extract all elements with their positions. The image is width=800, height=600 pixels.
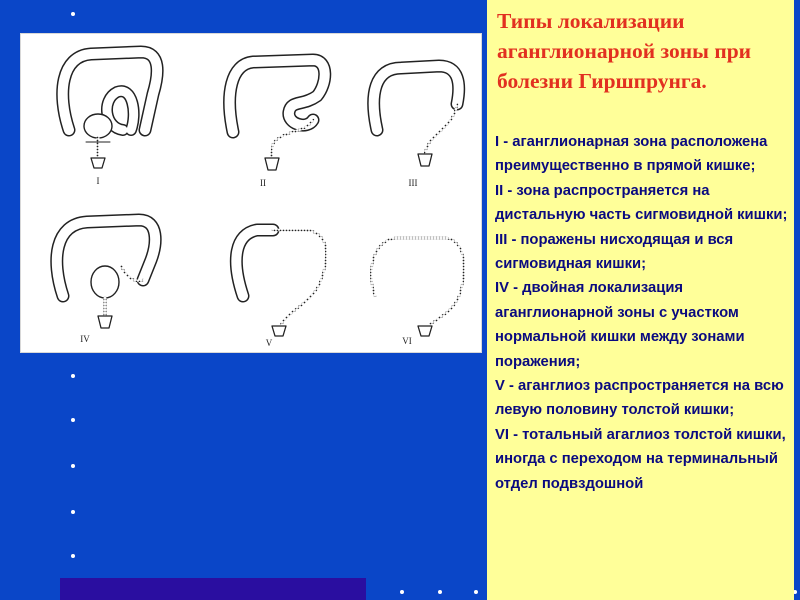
colon-diagrams bbox=[21, 34, 481, 352]
text-panel bbox=[487, 0, 794, 600]
label-type-3: III bbox=[408, 178, 418, 188]
diagram-type-1 bbox=[63, 52, 157, 168]
list-item: VI - тотальный агаглиоз толстой кишки, иногда с переходом на терминальный отдел подвздошной bbox=[495, 426, 786, 492]
list-item: IV - двойная локализация аганглионарной зоны с участком нормальной кишки между зонами поражения; bbox=[495, 280, 745, 370]
list-item: I - аганглионарная зона расположена преимущественно в прямой кишке; bbox=[495, 134, 768, 175]
label-type-2: II bbox=[260, 178, 266, 188]
bottom-bar bbox=[60, 578, 366, 600]
slide-title: Типы локализации аганглионарной зоны при болезни Гиршпрунга. bbox=[497, 9, 752, 93]
label-type-5: V bbox=[265, 338, 273, 348]
diagram-type-3 bbox=[374, 66, 459, 166]
list-item: III - поражены нисходящая и вся сигмовидная кишки; bbox=[495, 231, 734, 273]
list-item: V - аганглиоз распространяется на всю левую половину толстой кишки; bbox=[495, 378, 784, 419]
label-type-1: I bbox=[96, 176, 100, 186]
diagram-type-4 bbox=[57, 220, 155, 328]
diagram-type-2 bbox=[230, 60, 325, 170]
diagram-type-6 bbox=[371, 238, 464, 336]
label-type-6: VI bbox=[402, 336, 412, 346]
list-item: II - зона распространяется на дистальную часть сигмовидной кишки; bbox=[495, 182, 788, 224]
types-list bbox=[495, 130, 791, 496]
diagram-type-5 bbox=[236, 230, 326, 336]
figure-hirschsprung-types bbox=[20, 33, 482, 353]
label-type-4: IV bbox=[80, 334, 90, 344]
